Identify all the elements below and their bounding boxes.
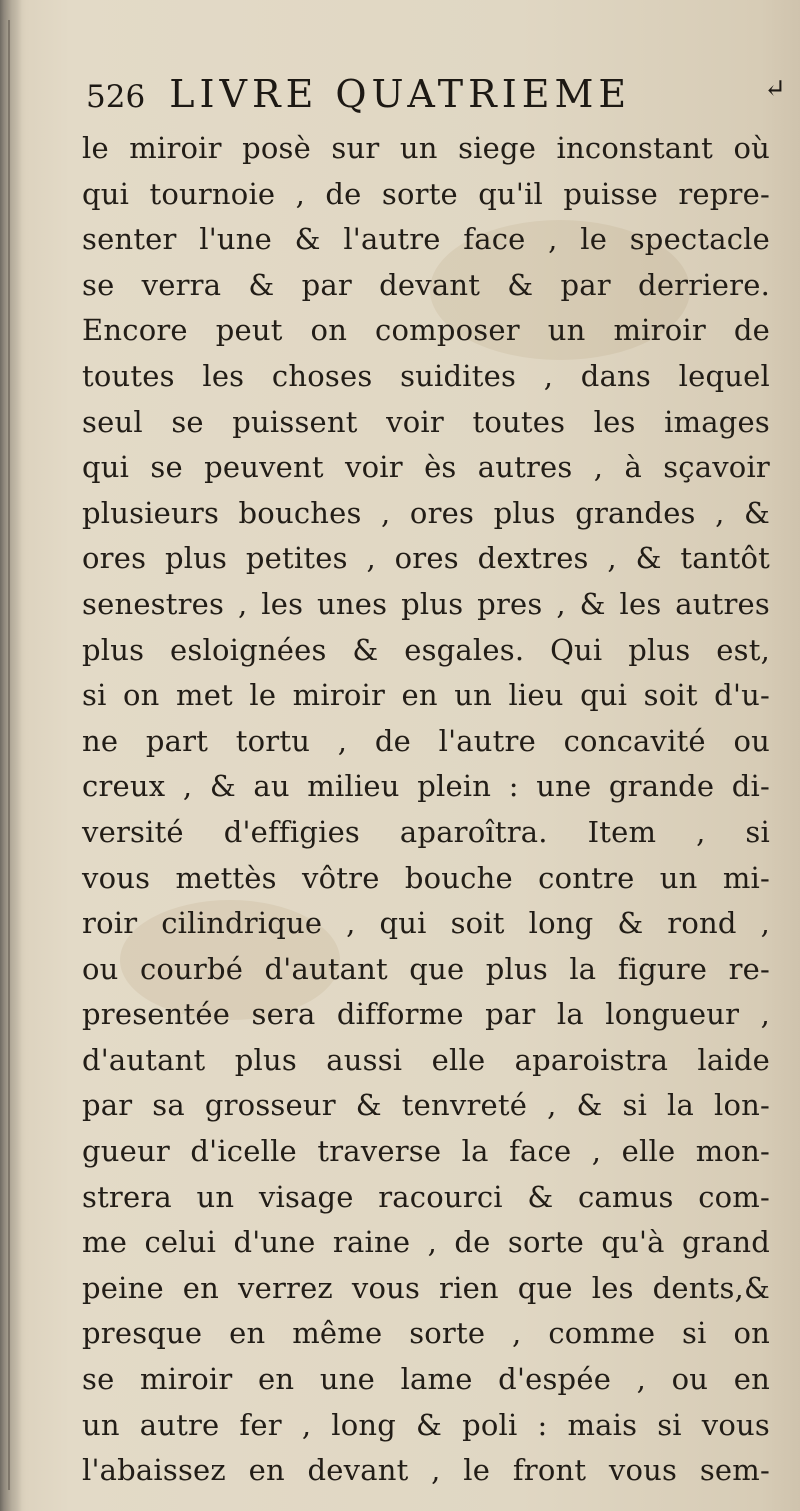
- text-line: ou courbé d'autant que plus la figure re-: [82, 951, 770, 986]
- text-line: ne part tortu , de l'autre concavité ou: [82, 723, 770, 758]
- text-line: creux , & au milieu plein : une grande di-: [82, 769, 770, 804]
- text-line: vous mettès vôtre bouche contre un mi-: [82, 860, 770, 895]
- text-line: un autre fer , long & poli : mais si vous: [82, 1407, 770, 1442]
- text-line: versité d'effigies aparoîtra. Item , si: [82, 814, 770, 849]
- text-line: toutes les choses suidites , dans lequel: [82, 358, 770, 393]
- text-line: senestres , les unes plus pres , & les autres: [82, 586, 770, 621]
- text-line: se verra & par devant & par derriere.: [82, 267, 770, 302]
- text-line: plus esloignées & esgales. Qui plus est,: [82, 632, 770, 667]
- text-line: Encore peut on composer un miroir de: [82, 313, 770, 348]
- text-line: par sa grosseur & tenvreté , & si la lon-: [82, 1088, 770, 1123]
- gutter-edge-line: [8, 20, 10, 1490]
- text-line: ores plus petites , ores dextres , & tantôt: [82, 541, 770, 576]
- text-line: gueur d'icelle traverse la face , elle mon-: [82, 1134, 770, 1169]
- text-line: strera un visage racourci & camus com-: [82, 1179, 770, 1214]
- body-text: [82, 126, 770, 1494]
- text-line: peine en verrez vous rien que les dents,&: [82, 1270, 770, 1305]
- text-line: presentée sera difforme par la longueur ,: [82, 997, 770, 1032]
- text-line: si on met le miroir en un lieu qui soit d'u-: [82, 678, 770, 713]
- text-line: seul se puissent voir toutes les images: [82, 404, 770, 439]
- text-line: presque en même sorte , comme si on: [82, 1316, 770, 1351]
- page-number: 526: [86, 79, 146, 115]
- text-line: qui se peuvent voir ès autres , à sçavoir: [82, 450, 770, 485]
- running-title: LIVRE QUATRIEME: [169, 72, 632, 116]
- page-header: [86, 72, 786, 128]
- text-line: plusieurs bouches , ores plus grandes , &: [82, 495, 770, 530]
- text-line: le miroir posè sur un siege inconstant où: [82, 131, 770, 165]
- text-line: qui tournoie , de sorte qu'il puisse repre-: [82, 176, 770, 211]
- text-line: l'abaissez en devant , le front vous sem-: [82, 1453, 770, 1488]
- text-line: me celui d'une raine , de sorte qu'à grand: [82, 1225, 770, 1260]
- text-line: se miroir en une lame d'espée , ou en: [82, 1362, 770, 1397]
- text-line: roir cilindrique , qui soit long & rond ,: [82, 906, 770, 941]
- text-line: d'autant plus aussi elle aparoistra laide: [82, 1042, 770, 1077]
- line-mark-icon: ↵: [764, 74, 786, 104]
- text-line: senter l'une & l'autre face , le spectacle: [82, 222, 770, 257]
- page-gutter: [0, 0, 22, 1511]
